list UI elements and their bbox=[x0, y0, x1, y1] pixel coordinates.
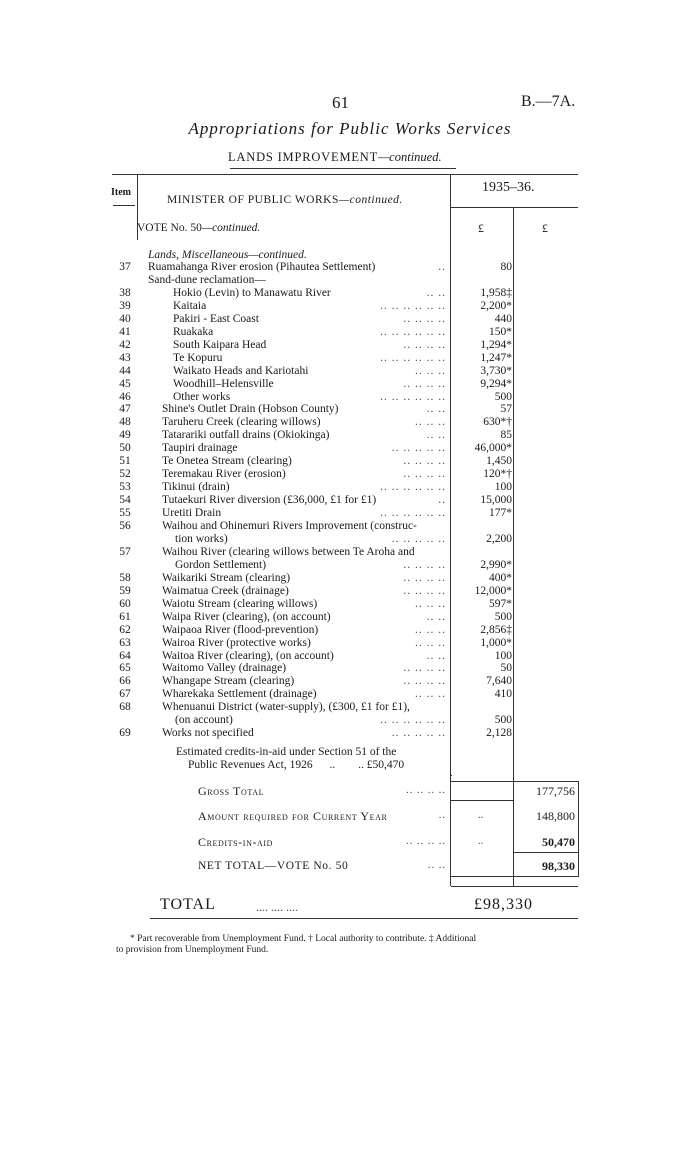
summary-leader-dots: .. .. .. .. bbox=[406, 836, 446, 847]
leader-dots: .. .. .. .. bbox=[403, 455, 446, 468]
minister-heading bbox=[167, 194, 403, 206]
item-description: Works not specified bbox=[162, 727, 254, 740]
leader-dots: .. .. .. .. bbox=[403, 662, 446, 675]
table-row bbox=[0, 688, 700, 701]
gross-total-top-rule bbox=[451, 781, 513, 782]
section-heading-suffix: —continued. bbox=[378, 150, 442, 164]
leader-dots: .. bbox=[438, 261, 446, 273]
item-description: Whenuanui District (water-supply), (£300, £1 for £1), bbox=[162, 701, 410, 714]
summary-label: Credits-in-aid bbox=[198, 835, 274, 849]
item-amount: 440 bbox=[494, 312, 512, 325]
item-description: Waitoa River (clearing), (on account) bbox=[162, 649, 334, 662]
table-row bbox=[0, 287, 700, 300]
table-row bbox=[0, 313, 700, 326]
item-amount: 1,000* bbox=[480, 636, 512, 649]
leader-dots: .. .. .. bbox=[415, 636, 446, 649]
summary-row bbox=[0, 783, 700, 799]
item-number: 61 bbox=[119, 610, 131, 623]
summary-row bbox=[0, 808, 700, 824]
item-amount: 500 bbox=[494, 714, 512, 727]
table-row bbox=[0, 572, 700, 585]
item-number: 50 bbox=[119, 442, 131, 455]
net-total-top-rule bbox=[514, 852, 578, 853]
item-description: Taupiri drainage bbox=[162, 442, 238, 455]
item-number: 54 bbox=[119, 494, 131, 507]
item-amount: 2,200 bbox=[486, 532, 512, 545]
item-description: South Kaipara Head bbox=[173, 338, 267, 351]
item-amount: 85 bbox=[500, 429, 512, 442]
minister-heading-suffix: —continued. bbox=[338, 194, 403, 206]
summary-leader-dots: .. .. bbox=[427, 860, 446, 871]
table-row bbox=[0, 378, 700, 391]
table-row bbox=[0, 727, 700, 740]
table-row bbox=[0, 546, 700, 559]
summary-leader-dots: .. .. .. .. bbox=[406, 785, 446, 796]
item-amount: 500 bbox=[494, 390, 512, 403]
item-number: 55 bbox=[119, 507, 131, 520]
item-amount: 3,730* bbox=[480, 364, 512, 377]
leader-dots: .. .. .. .. .. .. bbox=[380, 481, 446, 494]
item-number: 42 bbox=[119, 338, 131, 351]
total-label: TOTAL bbox=[160, 896, 216, 913]
summary-row bbox=[0, 834, 700, 850]
summary-label: NET TOTAL—VOTE No. 50 bbox=[198, 860, 349, 872]
item-description: Waikariki Stream (clearing) bbox=[162, 571, 291, 584]
table-row bbox=[0, 261, 700, 274]
table-row bbox=[0, 507, 700, 520]
table-row bbox=[0, 624, 700, 637]
vote-heading-text: VOTE No. 50 bbox=[137, 222, 202, 234]
table-row bbox=[0, 339, 700, 352]
item-description: Sand-dune reclamation— bbox=[148, 273, 266, 286]
item-number: 51 bbox=[119, 455, 131, 468]
item-dash-rule bbox=[113, 205, 135, 206]
item-number: 39 bbox=[119, 299, 131, 312]
table-row bbox=[0, 701, 700, 714]
item-amount: 500 bbox=[494, 610, 512, 623]
leader-dots: .. .. .. .. bbox=[403, 338, 446, 351]
table-row bbox=[0, 365, 700, 378]
currency-symbol-col1: £ bbox=[478, 221, 484, 235]
leader-dots: .. .. .. .. bbox=[403, 584, 446, 597]
item-amount: 100 bbox=[494, 481, 512, 494]
item-number: 45 bbox=[119, 377, 131, 390]
item-description: Waihou River (clearing willows between Te Aroha and bbox=[162, 545, 415, 558]
section-heading-text: LANDS IMPROVEMENT bbox=[228, 150, 379, 164]
item-description: Waitomo Valley (drainage) bbox=[162, 662, 287, 675]
item-number: 59 bbox=[119, 584, 131, 597]
summary-label: Gross Total bbox=[198, 784, 265, 798]
net-total-bottom-rule bbox=[451, 876, 578, 877]
item-description: Waiotu Stream (clearing willows) bbox=[162, 597, 318, 610]
credits-note-line1: Estimated credits-in-aid under Section 51 of the bbox=[176, 746, 397, 758]
item-column-header: Item bbox=[111, 187, 131, 198]
leader-dots: .. .. .. .. .. bbox=[391, 727, 446, 740]
table-row bbox=[0, 391, 700, 404]
item-number: 69 bbox=[119, 727, 131, 740]
gross-total-right-top-rule bbox=[514, 781, 578, 782]
vote-heading-suffix: —continued. bbox=[201, 222, 261, 234]
item-number: 40 bbox=[119, 312, 131, 325]
summary-value: 177,756 bbox=[536, 784, 575, 798]
summary-mid-dots: .. bbox=[478, 836, 484, 847]
total-value: £98,330 bbox=[474, 896, 533, 913]
item-amount: 46,000* bbox=[474, 442, 512, 455]
item-number: 63 bbox=[119, 636, 131, 649]
leader-dots: .. .. bbox=[426, 429, 446, 442]
leader-dots: .. .. .. bbox=[415, 597, 446, 610]
item-description: Taruheru Creek (clearing willows) bbox=[162, 416, 321, 429]
item-number: 53 bbox=[119, 481, 131, 494]
summary-row bbox=[0, 858, 700, 874]
table-row bbox=[0, 650, 700, 663]
table-row bbox=[0, 468, 700, 481]
year-column-header: 1935–36. bbox=[482, 180, 535, 195]
document-reference: B.—7A. bbox=[521, 93, 576, 110]
vote-heading bbox=[137, 222, 260, 234]
item-description: Te Onetea Stream (clearing) bbox=[162, 455, 292, 468]
item-description: Gordon Settlement) bbox=[175, 558, 267, 571]
subheading: Lands, Miscellaneous—continued. bbox=[148, 249, 307, 261]
credits-note-line2-text: Public Revenues Act, 1926 bbox=[188, 759, 313, 771]
item-description: Woodhill–Helensville bbox=[173, 377, 274, 390]
table-row bbox=[0, 585, 700, 598]
footnote-line2: to provision from Unemployment Fund. bbox=[116, 945, 269, 955]
table-row bbox=[0, 416, 700, 429]
leader-dots: .. .. .. .. .. bbox=[391, 532, 446, 545]
leader-dots: .. .. .. .. .. .. bbox=[380, 714, 446, 727]
item-number: 56 bbox=[119, 520, 131, 532]
item-description: Hokio (Levin) to Manawatu River bbox=[173, 286, 331, 299]
page-title: Appropriations for Public Works Services bbox=[188, 119, 512, 138]
summary-mid-dots: .. bbox=[478, 810, 484, 821]
item-amount: 1,958‡ bbox=[480, 286, 512, 299]
total-dots: .... .... .... bbox=[256, 900, 298, 914]
leader-dots: .. .. .. .. bbox=[403, 571, 446, 584]
item-number: 52 bbox=[119, 468, 131, 481]
leader-dots: .. .. bbox=[426, 286, 446, 299]
item-description: Shine's Outlet Drain (Hobson County) bbox=[162, 403, 339, 416]
item-number: 65 bbox=[119, 662, 131, 675]
item-number: 62 bbox=[119, 623, 131, 636]
item-amount: 15,000 bbox=[480, 494, 512, 507]
leader-dots: .. .. .. .. .. bbox=[391, 442, 446, 455]
summary-leader-dots: .. bbox=[438, 810, 446, 821]
item-number: 58 bbox=[119, 571, 131, 584]
item-description: Waipa River (clearing), (on account) bbox=[162, 610, 331, 623]
table-row bbox=[0, 326, 700, 339]
item-amount: 1,247* bbox=[480, 351, 512, 364]
item-amount: 2,990* bbox=[480, 558, 512, 571]
item-description: Te Kopuru bbox=[173, 351, 223, 364]
table-row bbox=[0, 481, 700, 494]
table-row bbox=[0, 662, 700, 675]
gross-total-bottom-rule bbox=[451, 800, 513, 801]
table-row bbox=[0, 429, 700, 442]
leader-dots: .. .. .. .. .. .. bbox=[380, 299, 446, 312]
item-description: Waihou and Ohinemuri Rivers Improvement (construc- bbox=[162, 520, 417, 532]
item-number: 37 bbox=[119, 261, 131, 273]
item-number: 64 bbox=[119, 649, 131, 662]
item-amount: 80 bbox=[500, 261, 512, 273]
minister-heading-text: MINISTER OF PUBLIC WORKS bbox=[167, 194, 339, 206]
item-description: (on account) bbox=[175, 714, 233, 727]
leader-dots: .. .. .. bbox=[415, 416, 446, 429]
item-number: 49 bbox=[119, 429, 131, 442]
item-amount: 12,000* bbox=[474, 584, 512, 597]
item-description: Tatarariki outfall drains (Okiokinga) bbox=[162, 429, 330, 442]
table-row bbox=[0, 274, 700, 287]
item-number: 38 bbox=[119, 286, 131, 299]
credits-note-line2-dots: .. bbox=[329, 759, 336, 771]
item-description: Waimatua Creek (drainage) bbox=[162, 584, 289, 597]
table-row bbox=[0, 352, 700, 365]
item-amount: 2,856‡ bbox=[480, 623, 512, 636]
leader-dots: .. .. .. bbox=[415, 688, 446, 701]
leader-dots: .. .. .. .. bbox=[403, 377, 446, 390]
item-amount: 410 bbox=[494, 688, 512, 701]
leader-dots: .. .. bbox=[426, 403, 446, 416]
leader-dots: .. .. .. .. .. .. bbox=[380, 390, 446, 403]
item-number: 46 bbox=[119, 390, 131, 403]
item-amount: 2,200* bbox=[480, 299, 512, 312]
table-row bbox=[0, 598, 700, 611]
item-description: Other works bbox=[173, 390, 231, 403]
item-number: 43 bbox=[119, 351, 131, 364]
item-description: Kaitaia bbox=[173, 299, 207, 312]
leader-dots: .. .. .. .. .. .. bbox=[380, 325, 446, 338]
item-amount: 120*† bbox=[483, 468, 512, 481]
table-row bbox=[0, 675, 700, 688]
item-amount: 400* bbox=[489, 571, 512, 584]
item-description: Tutaekuri River diversion (£36,000, £1 for £1) bbox=[162, 494, 377, 507]
item-amount: 100 bbox=[494, 649, 512, 662]
item-amount: 150* bbox=[489, 325, 512, 338]
item-number: 60 bbox=[119, 597, 131, 610]
item-number: 44 bbox=[119, 364, 131, 377]
table-row bbox=[0, 520, 700, 533]
section-rule bbox=[230, 168, 456, 169]
summary-label: Amount required for Current Year bbox=[198, 809, 388, 823]
item-description: Whangape Stream (clearing) bbox=[162, 675, 295, 688]
table-row bbox=[0, 300, 700, 313]
leader-dots: .. .. .. .. .. .. bbox=[380, 507, 446, 520]
year-underline-rule bbox=[451, 207, 578, 208]
table-row bbox=[0, 637, 700, 650]
leader-dots: .. .. .. .. bbox=[403, 558, 446, 571]
item-description: Uretiti Drain bbox=[162, 507, 222, 520]
item-amount: 2,128 bbox=[486, 727, 512, 740]
credits-rule bbox=[451, 775, 452, 776]
table-row bbox=[0, 455, 700, 468]
item-number: 68 bbox=[119, 701, 131, 714]
footnote-line1: * Part recoverable from Unemployment Fund. † Local authority to contribute. ‡ Additional bbox=[130, 934, 477, 944]
item-amount: 7,640 bbox=[486, 675, 512, 688]
item-amount: 50 bbox=[500, 662, 512, 675]
item-description: Pakiri - East Coast bbox=[173, 312, 259, 325]
credits-note-line2 bbox=[188, 759, 404, 771]
table-row bbox=[0, 442, 700, 455]
leader-dots: .. .. bbox=[426, 649, 446, 662]
item-description: Ruamahanga River erosion (Pihautea Settlement) bbox=[148, 261, 376, 273]
total-bottom-rule bbox=[150, 918, 578, 919]
item-number: 41 bbox=[119, 325, 131, 338]
currency-symbol-col2: £ bbox=[542, 221, 548, 235]
item-description: Waipaoa River (flood-prevention) bbox=[162, 623, 319, 636]
item-amount: 177* bbox=[489, 507, 512, 520]
item-number: 48 bbox=[119, 416, 131, 429]
item-amount: 597* bbox=[489, 597, 512, 610]
credits-note-line2-amount: .. £50,470 bbox=[358, 759, 405, 771]
total-underline-rule bbox=[451, 886, 578, 887]
item-amount: 57 bbox=[500, 403, 512, 416]
item-description: tion works) bbox=[175, 532, 228, 545]
page-number: 61 bbox=[332, 93, 349, 112]
table-row bbox=[0, 611, 700, 624]
leader-dots: .. bbox=[438, 494, 446, 507]
summary-value: 50,470 bbox=[542, 835, 575, 849]
summary-value: 148,800 bbox=[536, 809, 575, 823]
item-description: Ruakaka bbox=[173, 325, 214, 338]
item-description: Wharekaka Settlement (drainage) bbox=[162, 688, 317, 701]
item-amount: 630*† bbox=[483, 416, 512, 429]
item-description: Tikinui (drain) bbox=[162, 481, 230, 494]
item-amount: 9,294* bbox=[480, 377, 512, 390]
item-description: Waikato Heads and Kariotahi bbox=[173, 364, 309, 377]
summary-value: 98,330 bbox=[542, 859, 575, 873]
item-description: Wairoa River (protective works) bbox=[162, 636, 311, 649]
item-description: Teremakau River (erosion) bbox=[162, 468, 286, 481]
item-amount: 1,450 bbox=[486, 455, 512, 468]
leader-dots: .. .. .. .. bbox=[403, 312, 446, 325]
table-row bbox=[0, 714, 700, 727]
leader-dots: .. .. .. bbox=[415, 623, 446, 636]
item-amount: 1,294* bbox=[480, 338, 512, 351]
item-number: 67 bbox=[119, 688, 131, 701]
item-number: 57 bbox=[119, 545, 131, 558]
item-number: 47 bbox=[119, 403, 131, 416]
leader-dots: .. .. .. bbox=[415, 364, 446, 377]
item-number: 66 bbox=[119, 675, 131, 688]
leader-dots: .. .. .. .. .. .. bbox=[380, 351, 446, 364]
table-row bbox=[0, 403, 700, 416]
leader-dots: .. .. .. .. bbox=[403, 675, 446, 688]
leader-dots: .. .. bbox=[426, 610, 446, 623]
table-row bbox=[0, 533, 700, 546]
table-row bbox=[0, 559, 700, 572]
section-heading bbox=[228, 150, 442, 165]
table-row bbox=[0, 494, 700, 507]
header-top-rule bbox=[112, 174, 578, 175]
leader-dots: .. .. .. .. bbox=[403, 468, 446, 481]
